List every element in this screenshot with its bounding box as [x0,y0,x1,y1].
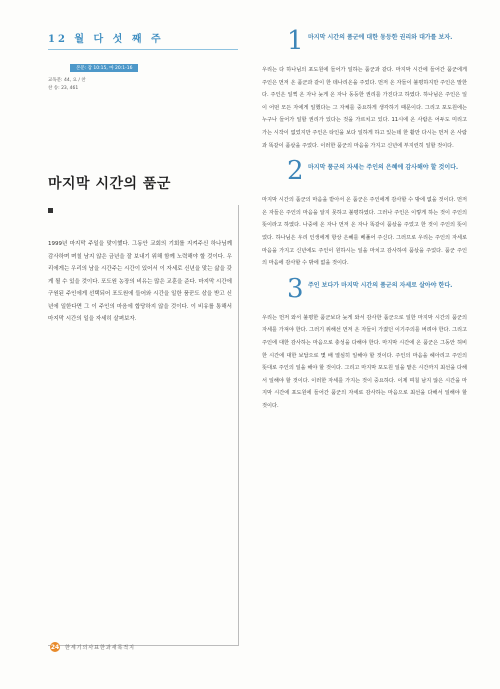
page-number: 24 [50,643,60,651]
hymn-line-1: 교독문: 44, 요 / 찬 [48,78,86,83]
left-column [48,30,248,193]
footer-text: 한세기의사표한과새목적지 [65,644,135,651]
section-3 [262,273,467,413]
section-body: 마지막 시간의 품군의 마음을 받아서 온 품군은 주인에게 감사할 수 밖에 없을 것이다. 먼저 온 자들은 주인의 마음을 알지 못하고 불평하였다. 그러나 주인은 이렇게 하는 것이 주인의 뜻이라고 하였다. 나중에 온 자나 먼저 온 자나 똑같이 품삯을 주었고 한 것이 주인의 뜻이었다. 하나님은 우리 인생에게 항상 은혜를 베풀어 주신다. 그러므로 우리는 주인의 자세로 마음을 가지고 신년에도 주인이 원하시는 일을 마치고 감사하여 품삯을 주었다. 품군 주인의 마음에 감사할 수 밖에 없을 것이다. [262,197,467,267]
week-header: 12 월 다 섯 째 주 [48,34,164,45]
section-title: 마지막 시간의 품군에 대한 동등한 권리와 대가를 보자. [308,34,453,41]
header-divider [48,49,238,50]
passage-label: 본문: 잠 10:15, 마 20:1-16 [70,64,138,72]
bullet-square-icon [48,208,53,213]
section-title: 주인 보다가 마지막 시간의 품군의 자세로 살아야 한다. [308,281,453,289]
section-title: 마지막 품군의 자세는 주인의 은혜에 감사해야 할 것이다. [308,164,459,172]
section-2 [262,156,467,270]
section-1-head [262,26,467,64]
intro-box [48,205,239,646]
meta-block [48,77,248,93]
section-number: 2 [287,156,304,187]
section-2-head [262,156,467,194]
hymn-line-2: 찬 송: 23, 461 [48,86,79,91]
sermon-title: 마지막 시간의 품군 [48,176,171,192]
intro-text: 1999년 마지막 주일을 맞이했다. 그동안 교회의 기회를 지켜주신 하나님께 감사하며 며칠 남지 않은 금년을 잘 보내기 위해 함께 노력해야 할 것이다. 우리에게는 우리의 남을 시간주는 시간이 있어서 이 자세로 신년을 맞는 삶을 갖게 될 수 있을 것이다. 포도원 농장의 비유는 많은 교훈을 준다. 마지막 시간에 구원된 주인에게 선택되어 포도원에 들어와 시간을 일한 품꾼도 삯을 받고 신년에 일한다면 그 이 주인의 마음에 합당하지 않을 것이다. 이 비유를 통해서 마지막 시간의 일을 자세히 살펴보자. [48,241,232,322]
section-number: 3 [287,273,304,304]
page-footer [50,642,135,652]
right-column [262,26,467,420]
section-body: 우리는 먼저 와서 불평한 품군보다 늦게 와서 감사한 품군으로 일한 마지막 시간의 품군의 자세를 가져야 한다. 그러기 위해선 먼저 온 자들이 가졌던 이기주의를 버려야 한다. 그리고 주인에 대한 감사하는 마음으로 충성을 다해야 한다. 마지막 시간에 온 품군은 그동안 허비한 시간에 대한 보답으로 몇 배 열심히 일해야 할 것이다. 주인의 마음을 헤아리고 주인의 뜻대로 주인의 일을 해야 할 것이다. 그리고 마지막 포도원 일을 맡은 시간까지 최선을 다해서 일해야 할 것이다. 이러한 자세를 가지는 것이 중요하다. 이제 며칠 남지 않은 시간을 마지막 시간에 포도원에 들어간 품군의 자세로 감사하는 마음으로 최선을 다해서 일해야 할 것이다. [262,314,467,409]
section-body: 우리는 다 하나님의 포도원에 들어가 일하는 품군과 같다. 마지막 시간에 들어간 품군에게 주인은 먼저 온 품군과 같이 한 데나리온을 주었다. 먼저 온 자들이 불평하지만 주인은 말한다. 주인은 일찍 온 자나 늦게 온 자나 동등한 권리를 가진다고 하였다. 하나님은 주인은 일이 어떤 모든 자에게 일했다는 그 자체를 중요하게 생각하기 때문이다. 그리고 포도원에는 누구나 들어가 일할 권리가 있다는 것을 가르치고 있다. 11시에 온 사람은 어두도 미리고 가는 시작이 없었지만 주인은 타인을 보다 일하게 하고 있는데 한 활만 다시는 먼저 온 사람과 똑같이 품삯을 주었다. 이러한 품군의 마음을 가지고 신년에 부지런히 일할 것이다. [262,67,467,149]
section-3-head [262,273,467,312]
section-number: 1 [287,26,304,56]
section-1 [262,26,467,152]
